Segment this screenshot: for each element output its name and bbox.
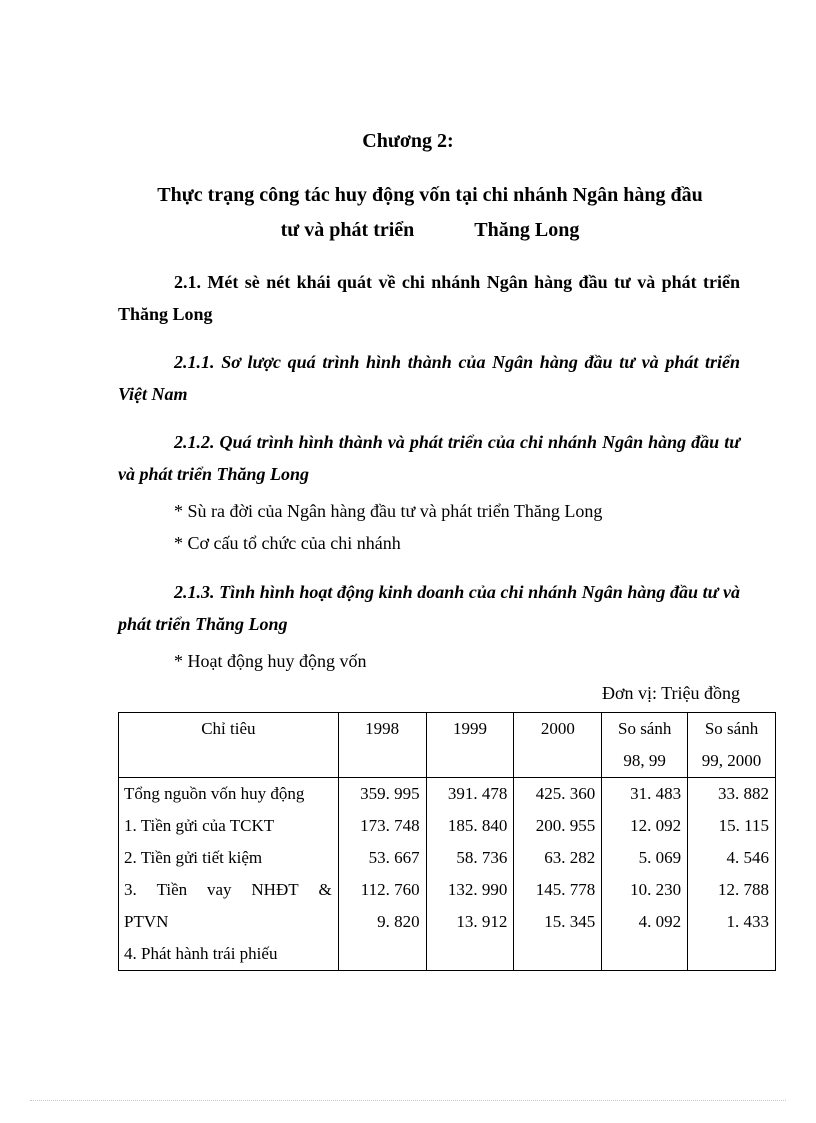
header-compare-98-99: So sánh 98, 99 <box>602 713 688 778</box>
label-savings-deposits: 2. Tiền gửi tiết kiệm <box>124 848 263 867</box>
col-compare-99-2000-cell: 33. 882 15. 115 4. 546 12. 788 1. 433 <box>688 778 776 971</box>
col-1998-cell: 359. 995 173. 748 53. 667 112. 760 9. 820 <box>338 778 426 971</box>
section-2-1-1-text: Sơ lược quá trình hình thành của Ngân hàng đầu tư và phát triển Việt Nam <box>118 352 741 404</box>
label-loans-line: 3. Tiền vay NHĐT & <box>124 880 332 899</box>
col-1999-cell: 391. 478 185. 840 58. 736 132. 990 13. 912 <box>426 778 514 971</box>
chapter-title-line-1: Thực trạng công tác huy động vốn tại chi nhánh Ngân hàng đầu <box>157 184 703 206</box>
header-1998: 1998 <box>338 713 426 778</box>
section-2-1-3-heading <box>118 576 740 640</box>
chapter-heading: Chương 2: <box>362 130 454 152</box>
unit-label: Đơn vị: Triệu đồng <box>601 683 740 703</box>
section-2-1-3-text: Tình hình hoạt động kinh doanh của chi nhánh Ngân hàng đầu tư và phát triển Thăng Long <box>118 582 740 634</box>
label-tckt-deposits: 1. Tiền gửi của TCKT <box>124 816 275 835</box>
section-2-1-2-heading <box>118 426 740 490</box>
section-2-1-heading <box>118 266 740 330</box>
col-compare-98-99-cell: 31. 483 12. 092 5. 069 10. 230 4. 092 <box>602 778 688 971</box>
chapter-title-line-2 <box>118 213 742 248</box>
section-2-1-2-number: 2.1.2. <box>174 432 215 452</box>
section-2-1-2-text: Quá trình hình thành và phát triển của chi nhánh Ngân hàng đầu tư và phát triển Thăng Long <box>118 432 741 484</box>
label-bond-issuance: 4. Phát hành trái phiếu <box>124 944 278 963</box>
chapter-title-part-b: Thăng Long <box>474 219 580 241</box>
section-2-1-1-number: 2.1.1. <box>174 352 215 372</box>
section-2-1-text: Mét sè nét khái quát về chi nhánh Ngân hàng đầu tư và phát triển Thăng Long <box>118 272 741 324</box>
bullet-bank-origin: * Sù ra đời của Ngân hàng đầu tư và phát triển Thăng Long <box>174 501 603 521</box>
indicator-labels-cell <box>119 778 339 971</box>
label-total: Tổng nguồn vốn huy động <box>124 784 305 803</box>
header-1999: 1999 <box>426 713 514 778</box>
bullet-org-structure: * Cơ cấu tổ chức của chi nhánh <box>174 533 401 553</box>
section-2-1-3-number: 2.1.3. <box>174 582 215 602</box>
label-loans-continued: PTVN <box>124 912 169 931</box>
capital-mobilization-table <box>118 712 776 971</box>
table-body-row <box>119 778 776 971</box>
chapter-title-part-a: tư và phát triển <box>280 219 415 241</box>
header-2000: 2000 <box>514 713 602 778</box>
section-2-1-number: 2.1. <box>174 272 201 292</box>
header-indicator: Chỉ tiêu <box>119 713 339 778</box>
col-2000-cell: 425. 360 200. 955 63. 282 145. 778 15. 345 <box>514 778 602 971</box>
bullet-capital-mobilization: * Hoạt động huy động vốn <box>174 651 367 671</box>
page-footer-divider <box>30 1100 786 1101</box>
table-header-row <box>119 713 776 778</box>
header-compare-99-2000: So sánh 99, 2000 <box>688 713 776 778</box>
section-2-1-1-heading <box>118 346 740 410</box>
chapter-title <box>118 178 742 248</box>
